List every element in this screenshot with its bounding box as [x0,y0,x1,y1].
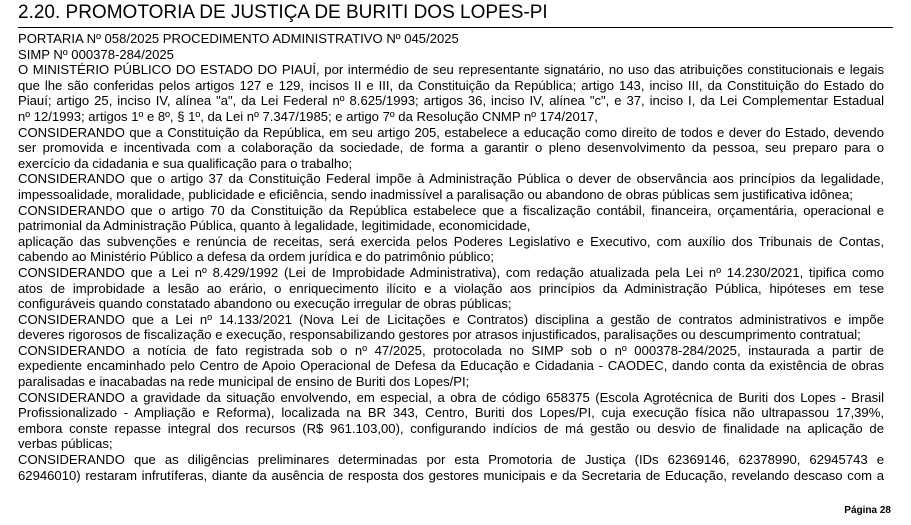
body-line: deveres rigorosos de fiscalização e execução, responsabilizando gestores por atrasos injustificados, paralisações ou descumprimento contratual; [18,327,861,343]
title-divider [18,27,893,28]
body-line: exercício da cidadania e sua qualificação para o trabalho; [18,155,353,171]
body-line: CONSIDERANDO que a Lei nº 14.133/2021 (Nova Lei de Licitações e Contratos) disciplina a gestão de contratos administrativos e impõe [18,311,884,327]
body-line: CONSIDERANDO que o artigo 37 da Constituição Federal impõe à Administração Pública o dever de observância aos princípios da legalidade, [18,171,884,187]
section-title: 2.20. PROMOTORIA DE JUSTIÇA DE BURITI DOS LOPES-PI [18,2,548,23]
body-line: CONSIDERANDO que o artigo 70 da Constituição da República estabelece que a fiscalização contábil, financeira, orçamentária, operacional e [18,202,884,218]
body-line: 62946010) restaram infrutíferas, diante da ausência de resposta dos gestores municipais e da Secretaria de Educação, revelando descaso com a [18,467,884,483]
body-line: CONSIDERANDO a notícia de fato registrada sob o nº 47/2025, protocolada no SIMP sob o nº 000378-284/2025, instaurada a partir de [18,342,884,358]
body-line: embora conste repasse integral dos recursos (R$ 961.103,00), configurando indícios de má gestão ou desvio de finalidade na aplicação de [18,420,884,436]
body-line: CONSIDERANDO a gravidade da situação envolvendo, em especial, a obra de código 658375 (Escola Agrotécnica de Buriti dos Lopes - Brasil [18,389,884,405]
page-number: Página 28 [844,505,891,516]
body-line: impessoalidade, moralidade, publicidade e eficiência, sendo inadmissível a paralisação ou abandono de obras públicas sem justificativa idônea; [18,186,853,202]
body-line: cabendo ao Ministério Público a defesa da ordem jurídica e do patrimônio público; [18,249,495,265]
body-line: CONSIDERANDO que a Lei nº 8.429/1992 (Lei de Improbidade Administrativa), com redação atualizada pela Lei nº 14.230/2021, tipifica como [18,264,884,280]
document-body [18,31,884,483]
simp-number-line: SIMP Nº 000378-284/2025 [18,46,174,62]
body-line: ser promovida e incentivada com a colaboração da sociedade, de forma a garantir o pleno desenvolvimento da pessoa, seu preparo para o [18,140,884,156]
body-line: nº 12/1993; artigos 1º e 8º, § 1º, da Lei nº 7.347/1985; e artigo 7º da Resolução CNMP nº 174/2017, [18,108,598,124]
body-line: configuráveis quando constatado abandono ou execução irregular de obras públicas; [18,296,512,312]
body-line: Profissionalizado - Ampliação e Reforma), localizada na BR 343, Centro, Buriti dos Lopes/PI, cuja execução física não ultrapassou 17,39%, [18,405,884,421]
body-line: patrimonial da Administração Pública, quanto à legalidade, legitimidade, economicidade, [18,218,531,234]
ordinance-header-line: PORTARIA Nº 058/2025 PROCEDIMENTO ADMINISTRATIVO Nº 045/2025 [18,31,459,46]
body-line: verbas públicas; [18,436,113,452]
body-line: atos de improbidade a lesão ao erário, o enriquecimento ilícito e a violação aos princípios da Administração Pública, hipóteses em tese [18,280,884,296]
body-line: aplicação das subvenções e renúncia de receitas, será exercida pelos Poderes Legislativo e Executivo, com auxílio dos Tribunais de Contas, [18,233,884,249]
body-line: CONSIDERANDO que a Constituição da República, em seu artigo 205, estabelece a educação como direito de todos e dever do Estado, devendo [18,124,884,140]
body-line: que lhe são conferidas pelos artigos 127 e 129, incisos II e III, da Constituição da República; artigo 143, inciso III, da Constituição do Estado do [18,77,884,93]
body-line: expediente encaminhado pelo Centro de Apoio Operacional de Defesa da Educação e Cidadania - CAODEC, dando conta da existência de obras [18,358,884,374]
body-line: CONSIDERANDO que as diligências preliminares determinadas por esta Promotoria de Justiça (IDs 62369146, 62378990, 62945743 e [18,452,884,468]
body-line: paralisadas e inacabadas na rede municipal de ensino de Buriti dos Lopes/PI; [18,374,470,390]
body-line: Piauí; artigo 25, inciso IV, alínea "a", da Lei Federal nº 8.625/1993; artigos 36, inciso IV, alínea "c", e 37, inciso I, da Lei Complementar Estadual [18,93,884,109]
body-line: O MINISTÉRIO PÚBLICO DO ESTADO DO PIAUÍ, por intermédio de seu representante signatário, no uso das atribuições constitucionais e legais [18,62,884,78]
